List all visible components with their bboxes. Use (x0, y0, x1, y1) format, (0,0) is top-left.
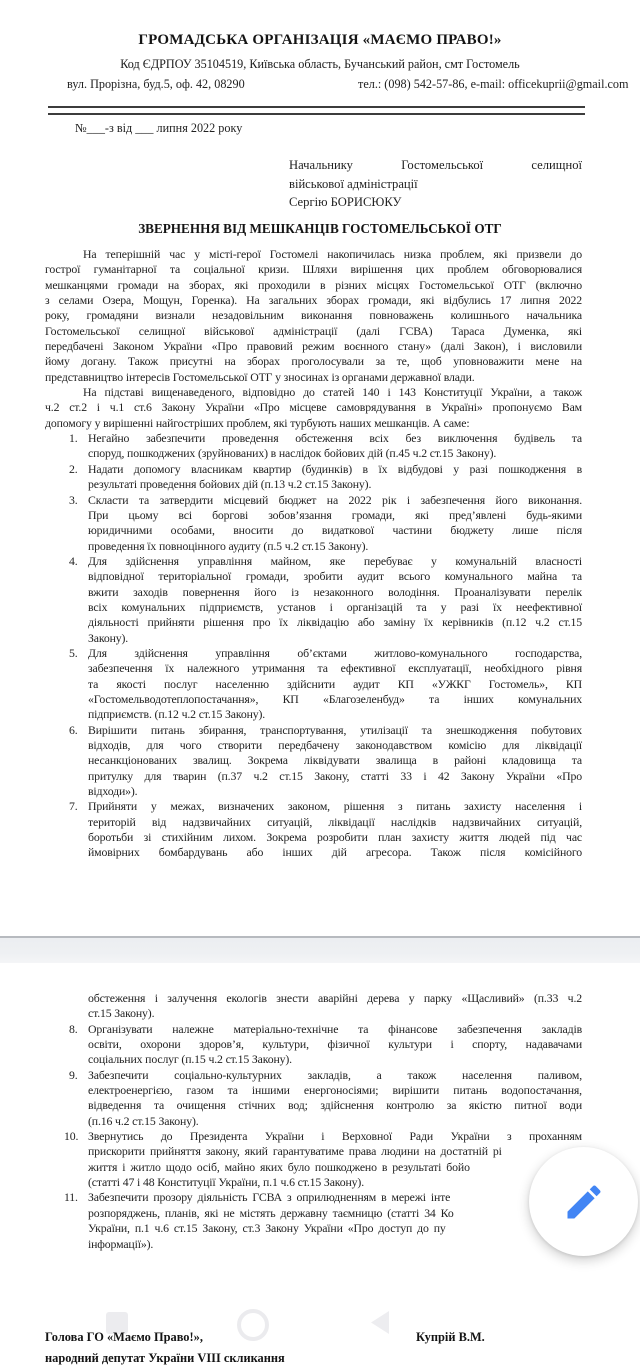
document-text-line: боротьби зі стихійним лихом. Зокрема розробити план захисту життя людей під час (88, 830, 582, 845)
document-text-line: 4. Для здійснення управління майном, яке перебуває у комунальній власності (69, 553, 582, 568)
document-text-line: відповідної територіальної громади, зробити аудит всього комунального майна та (88, 569, 582, 584)
letterhead-divider (48, 106, 585, 115)
document-text-line: 1. Негайно забезпечити проведення обстеження всіх без виключення будівель та (69, 431, 582, 446)
document-text-line: Закону). (88, 630, 129, 645)
document-text-line: 7. Прийняти у межах, визначених законом, рішення з питань захисту населення і (69, 799, 582, 814)
organization-name: ГРОМАДСЬКА ОРГАНІЗАЦІЯ «МАЄМО ПРАВО!» (138, 32, 502, 48)
document-text-line: відходів, для чого створити передбачену законодавством комісію для ліквідації (88, 738, 582, 752)
list-item-number: 9. (69, 1067, 78, 1082)
document-text-line: несанкціонованих звалищ. Зокрема ліквідувати звалища в районі кладовища та (88, 753, 582, 768)
document-text-line: проведення їх повноцінного аудиту (п.5 ч.2 ст.15 Закону). (88, 538, 369, 553)
document-text-line: інформації»). (88, 1236, 154, 1251)
document-text-line: На теперішній час у місті-герої Гостомелі накопичилась низка проблем, які призвели до (83, 247, 582, 261)
document-text-line: При цьому всі боргові зобов’язання громади, які пред’явлені будь-якими (88, 507, 582, 522)
document-text-line: діяльності прийняти рішення про їх ліквідацію або заміну їх керівників (п.12 ч.2 ст.15 (88, 615, 582, 630)
list-item-number: 7. (69, 799, 78, 814)
edit-pencil-icon (562, 1180, 606, 1224)
addressee-line: військової адміністрації (289, 176, 418, 191)
document-text-line: всіх комунальних підприємств, установ і організацій та у разі їх неефективної (88, 599, 582, 614)
organization-registration-line: Код ЄДРПОУ 35104519, Київська область, Бучанський район, смт Гостомель (120, 57, 520, 71)
document-text-line: Гостомельської селищної військової адміністрації (далі ГСВА) Тараса Думенка, які (45, 323, 582, 338)
document-text-line: 6. Вирішити питань збирання, транспортування, утилізації та знешкодження побутових (69, 722, 582, 737)
addressee-block (289, 156, 582, 212)
list-item-number: 4. (69, 553, 78, 568)
document-text-line: підприємств. (п.12 ч.2 ст.15 Закону). (88, 707, 266, 722)
document-text-line: відходи»). (88, 784, 138, 799)
list-item-number: 6. (69, 722, 78, 737)
document-text-line: мешканцями громади на зборах, які проходили в різних місцях Гостомельської ОТГ (включно (45, 277, 582, 292)
document-text-line: притулку для тварин (п.37 ч.2 ст.15 Закону, статті 33 і 42 Закону України «Про (88, 768, 582, 783)
document-text-line: 8. Організувати належне матеріально-технічне та фінансове забезпечення закладів (69, 1021, 582, 1036)
document-text-line: «Гостомельводотеплопостачання», КП «Благозеленбуд» та інших комунальних (88, 691, 582, 706)
document-text-line: йому догану. Також присутні на зборах проголосували за те, щоб уповноважити мене на (45, 354, 582, 369)
document-text-line: життя і житло щодо осіб, майно яких було пошкоджено в результаті бойо (88, 1159, 470, 1174)
reference-number-line: №___-з від ___ липня 2022 року (75, 121, 243, 135)
document-text-line: результаті проведення бойових дій (п.13 ч.2 ст.15 Закону). (88, 477, 372, 492)
list-item-number: 10. (64, 1129, 79, 1144)
list-item-number: 11. (64, 1190, 78, 1205)
document-text-line: року, громадяни визнали незадовільним виконання повноважень колишнього начальника (45, 308, 582, 323)
document-text-line: передбачені Законом України «Про правовий режим воєнного стану» (далі Закон), і висловили (45, 339, 582, 354)
document-text-line: та якості послуг населенню здійснити аудит КП «УЖКГ Гостомель», КП (88, 676, 582, 691)
document-text-line: забезпечення їх належного утримання та ефективної експлуатації, необхідного рівня (88, 661, 582, 676)
list-item-number: 8. (69, 1021, 78, 1036)
document-text-line: розпоряджень, планів, які не містять державну таємницю (статті 34 Ко (88, 1205, 454, 1220)
document-text-line: 2. Надати допомогу власникам квартир (будинків) в їх відбудові у разі пошкодження в (69, 461, 582, 476)
document-text-line: соціальних послуг (п.15 ч.2 ст.15 Закону). (88, 1052, 292, 1067)
signature-role-line2: народний депутат України VIII скликання (45, 1351, 285, 1365)
document-text-line: На підставі вищенаведеного, відповідно до статей 140 і 143 Конституції України, а також (83, 385, 582, 400)
list-item-number: 3. (69, 492, 78, 507)
document-text-line: 11. Забезпечити прозору діяльність ГСВА з оприлюдненням в мережі інте (64, 1190, 451, 1205)
document-text-line: (п.16 ч.2 ст.15 Закону). (88, 1113, 199, 1128)
document-text-line: з селами Озера, Мощун, Горенка). На загальних зборах громади, які відбулись 17 липня 2022 (45, 293, 582, 308)
page-break-gap (0, 936, 640, 963)
page1-body-text (45, 247, 582, 861)
organization-contacts: тел.: (098) 542-57-86, e-mail: officekuprii@gmail.com (358, 77, 629, 91)
list-item-number: 2. (69, 461, 78, 476)
document-text-line: України, п.1 ч.6 ст.15 Закону, ст.3 Закону України «Про доступ до пу (88, 1221, 446, 1236)
list-item-number: 5. (69, 645, 78, 660)
addressee-line: Начальнику Гостомельської селищної (289, 158, 582, 172)
signature-role-line1: Голова ГО «Маємо Право!», (45, 1330, 203, 1344)
document-text-line: представництво інтересів Гостомельської ОТГ у зносинах із органами державної влади. (45, 369, 475, 384)
document-text-line: ч.2 ст.2 і ч.1 ст.6 Закону України «Про місцеве самоврядування в Україні» пропонуємо Вам (45, 400, 582, 415)
organization-street-address: вул. Прорізна, буд.5, оф. 42, 08290 (67, 77, 245, 91)
page2-body-text (45, 991, 582, 1252)
document-text-line: споруд, пошкоджених (зруйнованих) в наслідок бойових дій (п.45 ч.2 ст.15 Закону). (88, 446, 497, 461)
edit-fab-button[interactable] (529, 1147, 638, 1256)
document-text-line: 3. Скласти та затвердити місцевий бюджет на 2022 рік і забезпечення його виконання. (69, 492, 582, 507)
document-title: ЗВЕРНЕННЯ ВІД МЕШКАНЦІВ ГОСТОМЕЛЬСЬКОЇ ОТГ (138, 221, 502, 236)
home-circle-icon[interactable] (237, 1309, 269, 1341)
list-item-number: 1. (69, 431, 78, 446)
document-text-line: вжити заходів повернення його із незаконного володіння. Проаналізувати перелік (88, 584, 582, 599)
document-text-line: територій від надзвичайних ситуацій, ліквідації наслідків надзвичайних ситуацій, (88, 814, 582, 829)
signature-name: Купрій В.М. (416, 1330, 485, 1344)
document-text-line: ст.15 Закону). (88, 1006, 155, 1021)
document-text-line: відведення та очищення стічних вод; здійснення контролю за якістю питної води (88, 1098, 582, 1113)
document-text-line: допомогу у вирішенні найгостріших проблем, які турбують наших мешканців. А саме: (45, 415, 470, 430)
document-text-line: гострої гуманітарної та соціальної кризи. Шляхи вирішення цих проблем обговорювалися (45, 262, 582, 277)
document-text-line: 10. Звернутись до Президента України і Верховної Ради України з проханням (64, 1129, 582, 1144)
addressee-line: Сергію БОРИСЮКУ (289, 195, 402, 210)
document-text-line: 5. Для здійснення управління об’єктами житлово-комунального господарства, (69, 645, 582, 660)
document-text-line: ймовірних бомбардувань або інших дій агресора. Також після комісійного (88, 845, 582, 860)
document-text-line: обстеження і залучення екологів знести аварійні дерева у парку «Щасливий» (п.33 ч.2 (88, 991, 582, 1005)
document-text-line: прискорити прийняття закону, який гарантуватиме права людини на достатній рі (88, 1144, 502, 1159)
document-text-line: освіти, охорони здоров’я, культури, фізичної культури і спорту, надавачами (88, 1037, 582, 1052)
document-text-line: електроенергією, газом та іншими енергоносіями; вирішити питань водопостачання, (88, 1083, 582, 1098)
back-triangle-icon[interactable] (371, 1311, 389, 1334)
document-text-line: юридичними особами, вносити до видаткової частини бюджету лише після (88, 523, 582, 538)
document-text-line: 9. Забезпечити соціально-культурних закладів, а також населення паливом, (69, 1067, 582, 1082)
document-text-line: (статті 47 і 48 Конституції України, п.1 ч.6 ст.15 Закону). (88, 1175, 365, 1190)
